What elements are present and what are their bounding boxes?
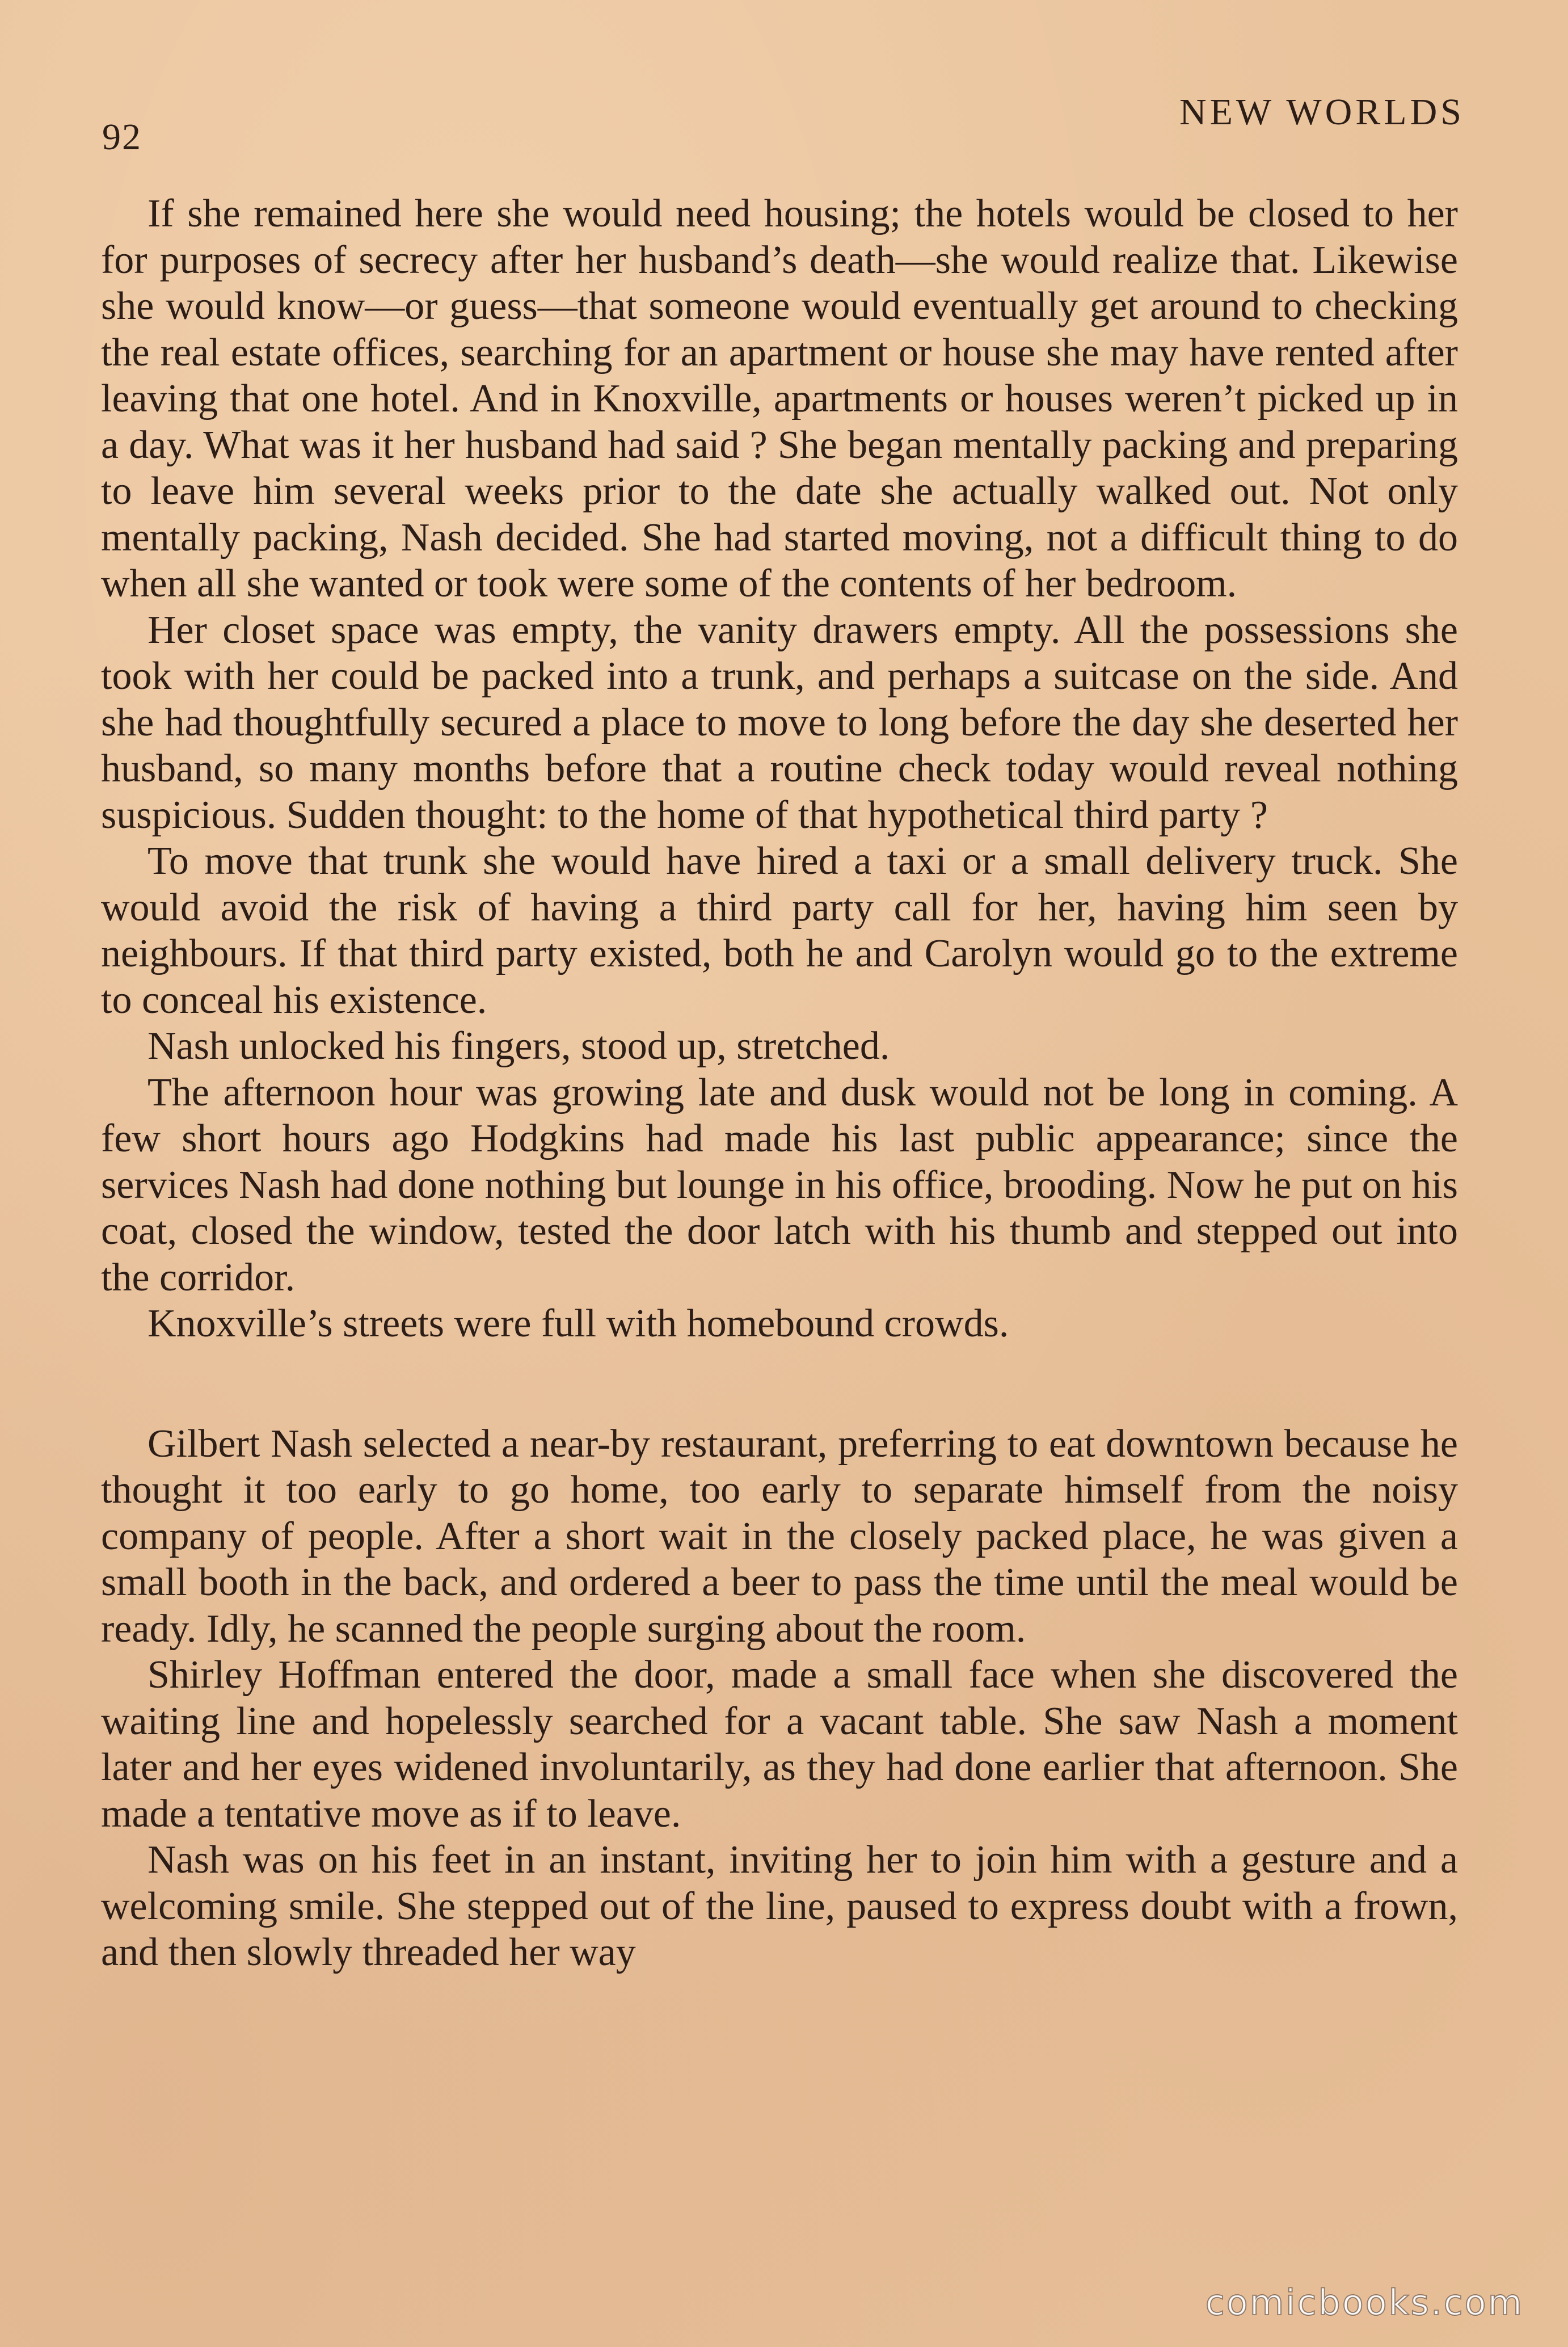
paragraph: Her closet space was empty, the vanity drawers empty. All the possessions she took with her could be packed into a trunk, and perhaps a suitcase on the side. And she had thoughtfully secured a place to move to long before the day she deserted her husband, so many months before that a routine check today would reveal nothing suspicious. Sudden thought: to the home of that hypothetical third party ? — [101, 608, 1458, 837]
paragraph: If she remained here she would need housing; the hotels would be closed to her for purposes of secrecy after her husband’s death—she would realize that. Likewise she would know—or guess—that someone would eventually get around to checking the real estate offices, searching for an apartment or house she may have rented after leaving that one hotel. And in Knoxville, apartments or houses weren’t picked up in a day. What was it her husband had said ? She began mentally packing and preparing to leave him several weeks prior to the date she actually walked out. Not only mentally packing, Nash decided. She had started moving, not a difficult thing to do when all she wanted or took were some of the contents of her bedroom. — [101, 192, 1458, 605]
paragraph: To move that trunk she would have hired a taxi or a small delivery truck. She would avoid the risk of having a third party call for her, having him seen by neighbours. If that third party existed, both he and Carolyn would go to the extreme to conceal his existence. — [101, 839, 1458, 1022]
paragraph: Nash was on his feet in an instant, inviting her to join him with a gesture and a welcoming smile. She stepped out of the line, paused to express doubt with a frown, and then slowly threaded her way — [101, 1838, 1458, 1974]
paragraph: Gilbert Nash selected a near-by restaurant, preferring to eat downtown because he thought it too early to go home, too early to separate himself from the noisy company of people. After a short wait in the closely packed place, he was given a small booth in the back, and ordered a beer to pass the time until the meal would be ready. Idly, he scanned the people surging about the room. — [101, 1421, 1458, 1651]
watermark: comicbooks.com — [1205, 2282, 1524, 2323]
paragraph: Nash unlocked his fingers, stood up, stretched. — [147, 1024, 890, 1068]
page-number: 92 — [102, 116, 142, 158]
paragraph: Shirley Hoffman entered the door, made a small face when she discovered the waiting line and hopelessly searched for a vacant table. She saw Nash a moment later and her eyes widened involuntarily, as they had done earlier that afternoon. She made a tentative move as if to leave. — [101, 1653, 1458, 1836]
running-title: NEW WORLDS — [1179, 91, 1465, 133]
running-head — [96, 91, 1465, 158]
paragraph: The afternoon hour was growing late and dusk would not be long in coming. A few short hours ago Hodgkins had made his last public appearance; since the services Nash had done nothing but lounge in his office, brooding. Now he put on his coat, closed the window, tested the door latch with his thumb and stepped out into the corridor. — [101, 1070, 1458, 1299]
paragraph: Knoxville’s streets were full with homebound crowds. — [147, 1302, 1009, 1345]
body-text — [101, 191, 1458, 1976]
section-break — [101, 1347, 1458, 1421]
